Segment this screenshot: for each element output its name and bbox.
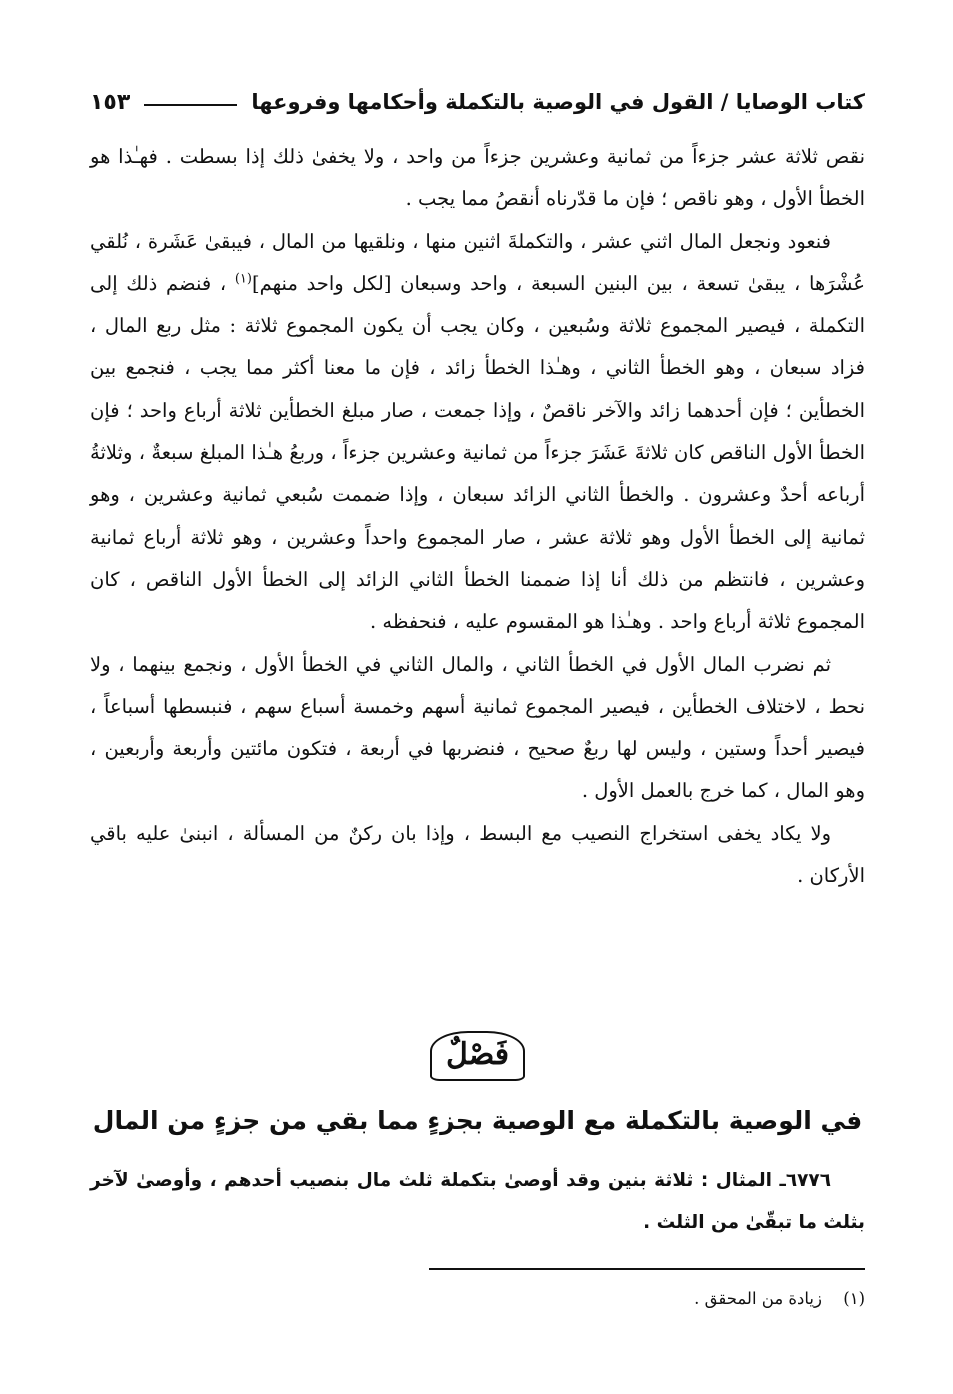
page-header (90, 80, 865, 124)
paragraph-1: نقص ثلاثة عشر جزءاً من ثمانية وعشرين جزءاً من واحد ، ولا يخفىٰ ذلك إذا بسطت . فهـٰذا هو الخطأ الأول ، وهو ناقص ؛ فإن ما قدّرناه أنقصُ مما يجب . (90, 145, 865, 211)
section-ornament (90, 1024, 865, 1088)
running-title: كتاب الوصايا / القول في الوصية بالتكملة وأحكامها وفروعها (251, 90, 865, 114)
section-title: في الوصية بالتكملة مع الوصية بجزءٍ مما بقي من جزءٍ من المال (92, 1106, 863, 1135)
ornament-calligraphy: فَصْلٌ (430, 1031, 525, 1081)
example-paragraph: ٦٧٧٦ـ المثال : ثلاثة بنين وقد أوصىٰ بتكملة ثلث مال بنصيب أحدهم ، وأوصىٰ لآخر بثلث ما تبقّىٰ من الثلث . (90, 1170, 865, 1233)
footnote-number: (١) (843, 1289, 865, 1308)
paragraph-2 (90, 221, 865, 644)
footnote-text: زيادة من المحقق . (694, 1289, 822, 1308)
page-number: ١٥٣ (90, 89, 131, 115)
footnote (90, 1284, 865, 1314)
book-page (90, 0, 865, 1394)
footnote-reference: (١) (234, 271, 252, 287)
paragraph-3: ثم نضرب المال الأول في الخطأ الثاني ، والمال الثاني في الخطأ الأول ، ونجمع بينهما ، ولا نحط ، لاختلاف الخطأين ، فيصير المجموع ثمانية أسهم وخمسة أسباع سهم ، فنبسطها أسباعاً ، فيصير أحداً وستين ، وليس لها ربعٌ صحيح ، فنضربها في أربعة ، فتكون مائتين وأربعة وأربعين ، وهو المال ، كما خرج بالعمل الأول . (90, 652, 865, 803)
header-rule (144, 104, 237, 106)
paragraph-2-part-1: فنعود ونجعل المال اثني عشر ، والتكملةَ اثنين منها ، ونلقيها من المال ، فيبقىٰ عَشَرة ، نُلقي عُشْرَها ، يبقىٰ تسعة ، بين البنين السبعة ، واحد وسبعان [لكل واحد منهم] (90, 229, 866, 295)
body-text (90, 136, 865, 897)
paragraph-2-part-2: ، فنضم ذلك إلى التكملة ، فيصير المجموع ثلاثة وسُبعين ، وكان يجب أن يكون المجموع ثلاثة : مثل ربع المال ، فزاد سبعان ، وهو الخطأ الثاني ، وهـٰذا الخطأ زائد ، فإن ما معنا أكثر مما يجب ، فنجمع بين الخطأين ؛ فإن أحدهما زائد والآخر ناقصٌ ، وإذا جمعت ، صار مبلغ الخطأين ثلاثة أرباع واحد ؛ فإن الخطأ الأول الناقص كان ثلاثةَ عَشَرَ جزءاً من ثمانية وعشرين جزءاً ، وربعُ هـٰذا المبلغ سبعةٌ ، وثلاثةُ أرباعه أحدٌ وعشرون . والخطأ الثاني الزائد سبعان ، وإذا ضممت سُبعي ثمانية وعشرين ، وهو ثمانية إلى الخطأ الأول وهو ثلاثة عشر ، صار المجموع واحداً وعشرين ، وهو ثلاثة أرباع ثمانية وعشرين ، فانتظم من ذلك أنا إذا ضممنا الخطأ الثاني الزائد إلى الخطأ الأول الناقص ، كان المجموع ثلاثة أرباع واحد . وهـٰذا هو المقسوم عليه ، فنحفظه . (90, 271, 865, 634)
footnote-rule (429, 1268, 865, 1270)
paragraph-4: ولا يكاد يخفى استخراج النصيب مع البسط ، وإذا بان ركنٌ من المسألة ، انبنىٰ عليه باقي الأركان . (90, 821, 865, 888)
